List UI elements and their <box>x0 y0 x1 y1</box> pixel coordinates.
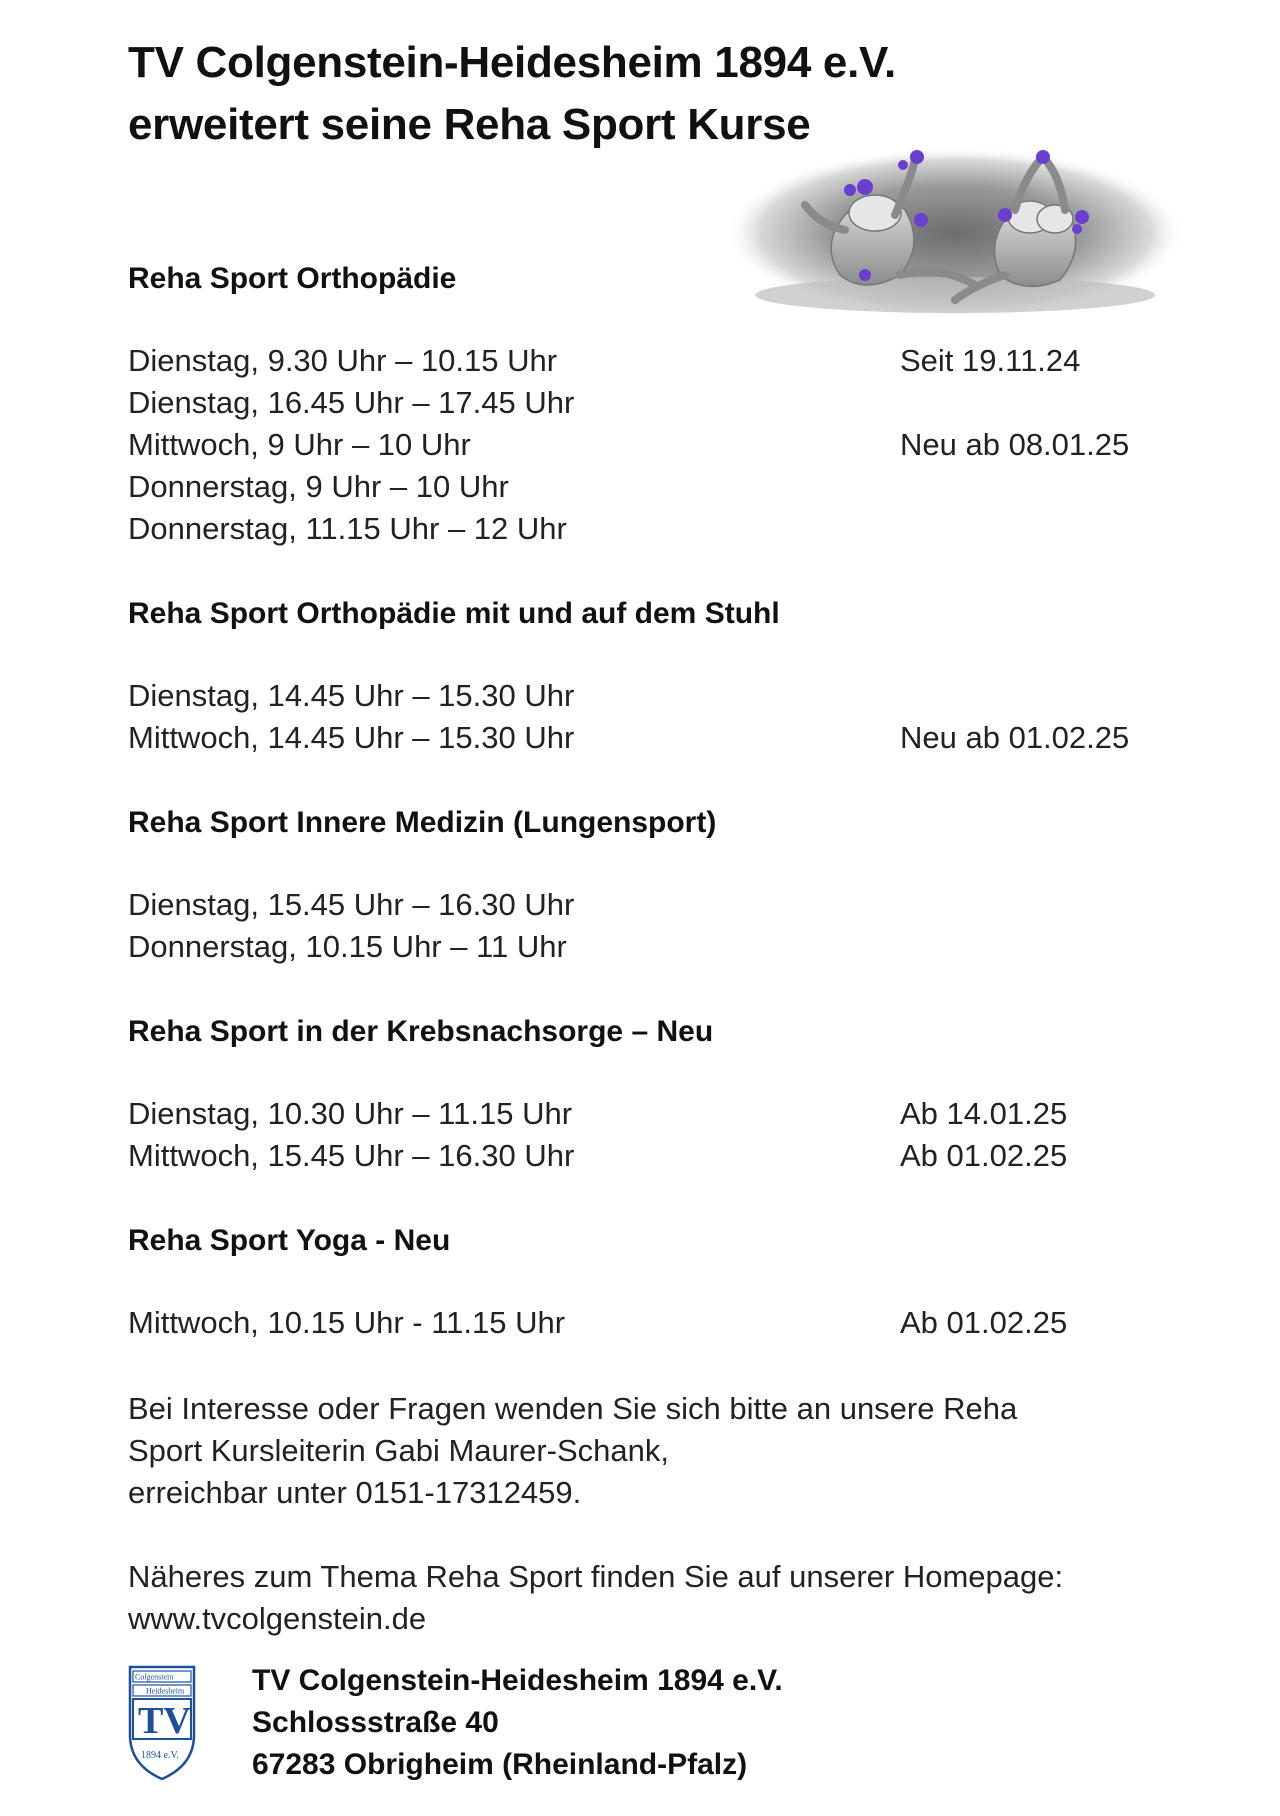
schedule-note: Neu ab 08.01.25 <box>900 427 1130 462</box>
schedule-time: Mittwoch, 9 Uhr – 10 Uhr <box>128 427 471 462</box>
logo-text-year: 1894 e.V. <box>141 1750 179 1761</box>
schedule-row <box>128 887 1280 929</box>
schedule-time: Mittwoch, 15.45 Uhr – 16.30 Uhr <box>128 1138 575 1173</box>
schedule-row <box>128 929 1280 971</box>
logo-text-tv: TV <box>138 1700 191 1742</box>
schedule-time: Donnerstag, 11.15 Uhr – 12 Uhr <box>128 511 567 546</box>
contact-line-1: Bei Interesse oder Fragen wenden Sie sich bitte an unsere Reha <box>128 1391 1018 1426</box>
schedule-row <box>128 511 1280 553</box>
schedule-note: Ab 01.02.25 <box>900 1138 1068 1173</box>
footer-city: 67283 Obrigheim (Rheinland-Pfalz) <box>252 1748 748 1781</box>
footer-street: Schlossstraße 40 <box>252 1706 499 1739</box>
schedule-row <box>128 678 1280 720</box>
contact-paragraph <box>128 1388 1017 1514</box>
schedule-row <box>128 1305 1280 1347</box>
schedule-row <box>128 343 1280 385</box>
logo-text-colgenstein: Colgenstein <box>135 1672 174 1682</box>
schedule-note: Neu ab 01.02.25 <box>900 720 1130 755</box>
schedule-time: Dienstag, 14.45 Uhr – 15.30 Uhr <box>128 678 575 713</box>
schedule-time: Dienstag, 9.30 Uhr – 10.15 Uhr <box>128 343 558 378</box>
homepage-paragraph <box>128 1556 1063 1640</box>
schedule-row <box>128 720 1280 762</box>
schedule-row <box>128 1138 1280 1180</box>
schedule-time: Donnerstag, 10.15 Uhr – 11 Uhr <box>128 929 567 964</box>
page-title <box>128 32 896 156</box>
schedule-row <box>128 427 1280 469</box>
footer-address <box>252 1660 783 1786</box>
schedule-note: Ab 14.01.25 <box>900 1096 1068 1131</box>
schedule-row <box>128 1096 1280 1138</box>
section-heading-innere-medizin: Reha Sport Innere Medizin (Lungensport) <box>128 806 717 839</box>
section-heading-yoga: Reha Sport Yoga - Neu <box>128 1224 451 1257</box>
schedule-time: Mittwoch, 14.45 Uhr – 15.30 Uhr <box>128 720 575 755</box>
schedule-row <box>128 469 1280 511</box>
title-line-2: erweitert seine Reha Sport Kurse <box>128 100 811 149</box>
schedule-time: Mittwoch, 10.15 Uhr - 11.15 Uhr <box>128 1305 566 1340</box>
logo-text-heidesheim: Heidesheim <box>146 1686 185 1696</box>
homepage-link[interactable]: www.tvcolgenstein.de <box>128 1601 427 1636</box>
schedule-time: Dienstag, 16.45 Uhr – 17.45 Uhr <box>128 385 575 420</box>
section-heading-stuhl: Reha Sport Orthopädie mit und auf dem Stuhl <box>128 597 780 630</box>
section-heading-krebsnachsorge: Reha Sport in der Krebsnachsorge – Neu <box>128 1015 714 1048</box>
schedule-row <box>128 385 1280 427</box>
schedule-time: Donnerstag, 9 Uhr – 10 Uhr <box>128 469 509 504</box>
schedule-note: Seit 19.11.24 <box>900 343 1081 378</box>
club-logo-icon <box>128 1665 196 1781</box>
schedule-note: Ab 01.02.25 <box>900 1305 1068 1340</box>
schedule-time: Dienstag, 10.30 Uhr – 11.15 Uhr <box>128 1096 573 1131</box>
contact-line-3: erreichbar unter 0151-17312459. <box>128 1475 582 1510</box>
dancing-frogs-image <box>725 145 1185 320</box>
contact-line-2: Sport Kursleiterin Gabi Maurer-Schank, <box>128 1433 670 1468</box>
section-heading-orthopaedie: Reha Sport Orthopädie <box>128 262 457 295</box>
homepage-text: Näheres zum Thema Reha Sport finden Sie auf unserer Homepage: <box>128 1559 1064 1594</box>
title-line-1: TV Colgenstein-Heidesheim 1894 e.V. <box>128 38 896 87</box>
schedule-time: Dienstag, 15.45 Uhr – 16.30 Uhr <box>128 887 575 922</box>
footer-club-name: TV Colgenstein-Heidesheim 1894 e.V. <box>252 1664 783 1697</box>
